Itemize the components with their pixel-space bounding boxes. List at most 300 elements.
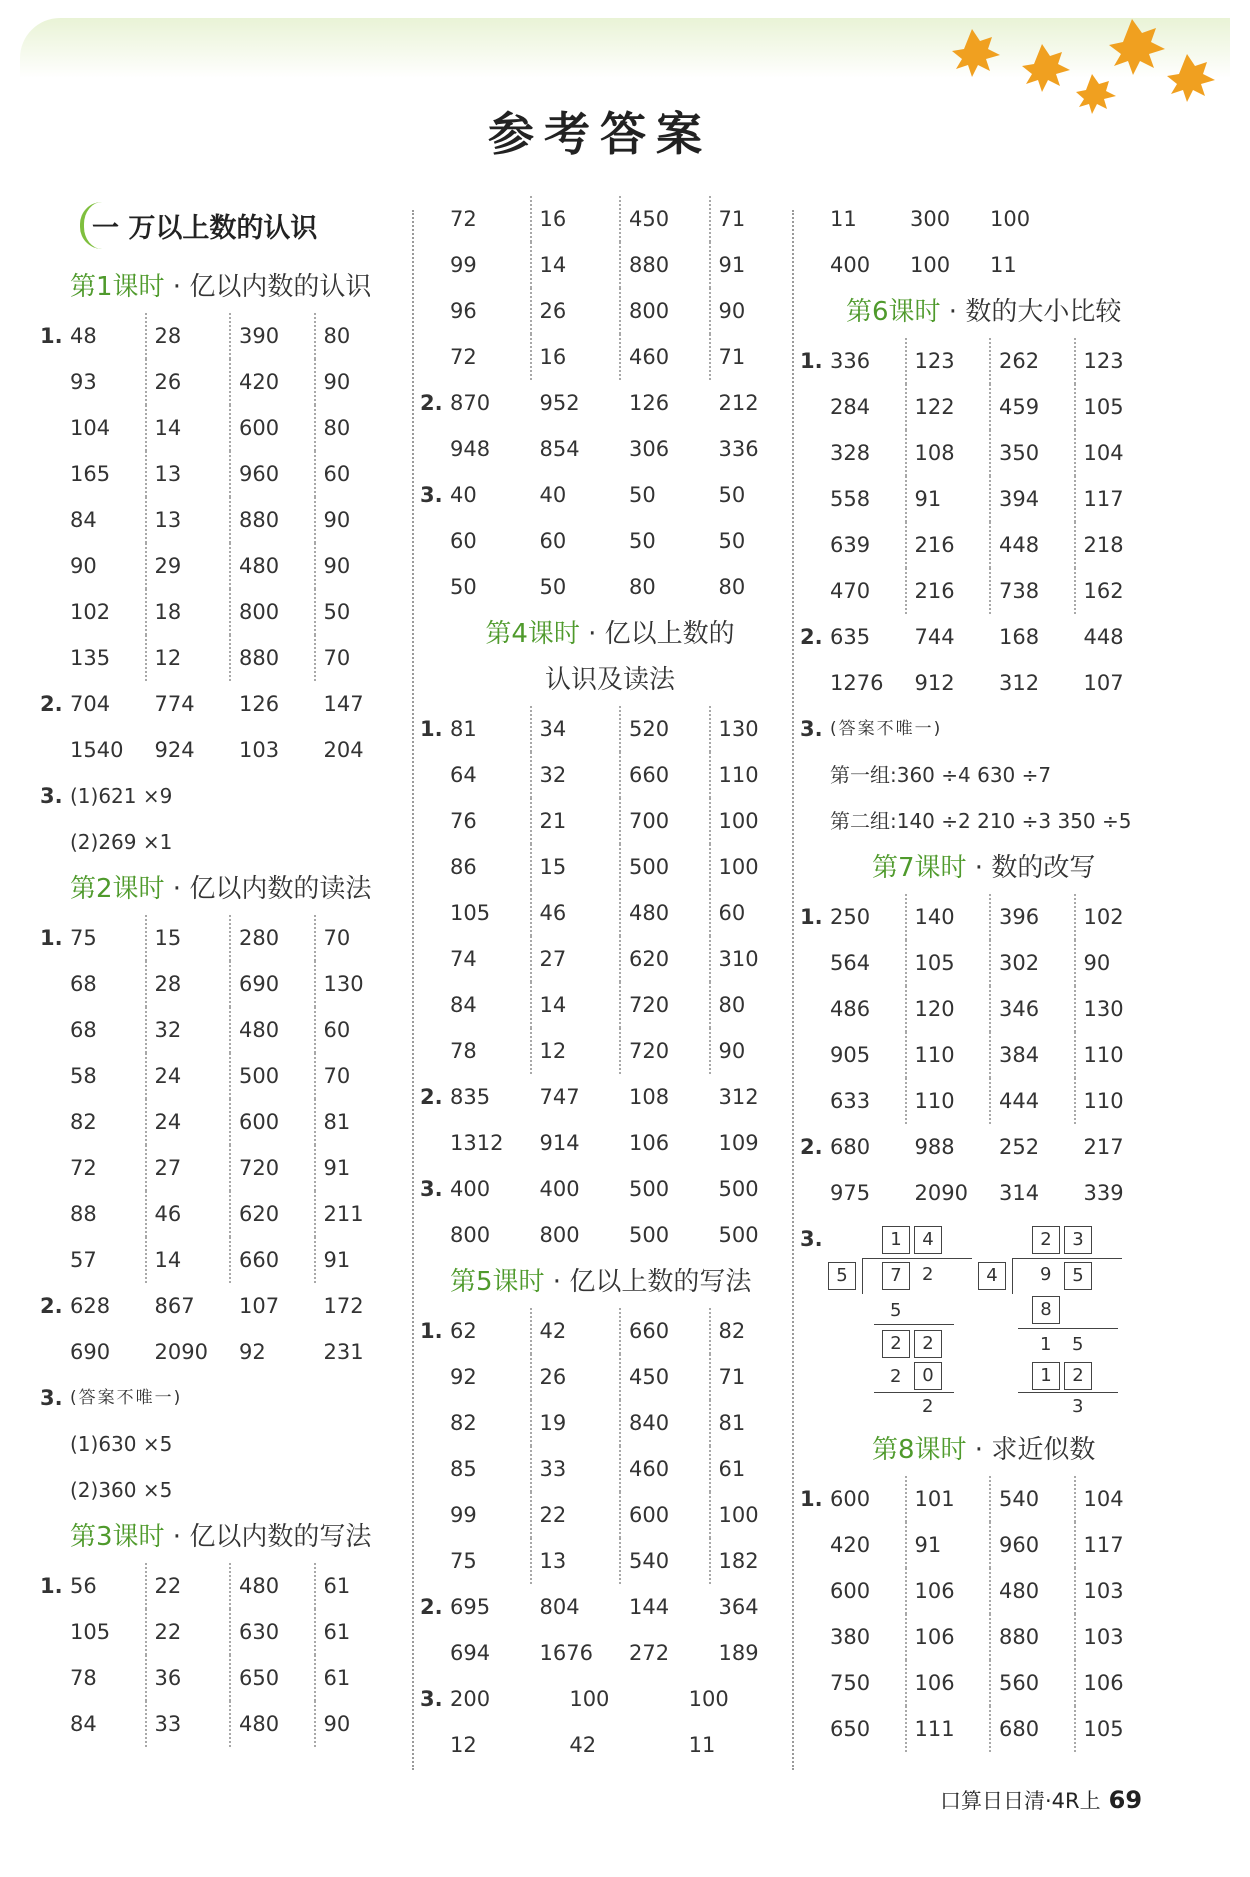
answer-cell: 50 — [450, 575, 477, 599]
question-2 — [420, 1584, 800, 1676]
answer-cell: 486 — [822, 986, 907, 1032]
answer-cell: 76 — [442, 798, 532, 844]
answer-cell: 660 — [231, 1237, 316, 1283]
answer-cell: 90 — [62, 543, 147, 589]
answer-cell: 123 — [907, 338, 992, 384]
answer-cell: 106 — [1083, 1671, 1124, 1695]
question-number: 3. — [40, 784, 63, 808]
answer-cell: 168 — [999, 625, 1040, 649]
answer-grid — [62, 681, 400, 773]
answer-cell: 420 — [231, 359, 316, 405]
answer-lines — [62, 773, 400, 865]
answer-cell: 690 — [70, 1340, 111, 1364]
answer-cell: 867 — [154, 1294, 195, 1318]
answer-cell: 912 — [914, 671, 955, 695]
answer-cell: 217 — [1083, 1135, 1124, 1159]
question-3 — [40, 773, 400, 865]
answer-cell: 100 — [718, 855, 759, 879]
column-1 — [40, 200, 400, 1747]
answer-cell: 15 — [147, 915, 232, 961]
column-3 — [800, 196, 1160, 1752]
answer-grid — [442, 706, 800, 1074]
answer-cell: 800 — [231, 589, 316, 635]
answer-cell: 64 — [442, 752, 532, 798]
lesson-number: 第8课时 — [872, 1435, 967, 1465]
answer-cell: 102 — [62, 589, 147, 635]
question-number: 3. — [420, 1687, 443, 1711]
question-3 — [800, 706, 1160, 844]
question-number: 2. — [420, 1595, 443, 1619]
answer-cell: 650 — [231, 1655, 316, 1701]
answer-cell: 120 — [907, 986, 992, 1032]
question-3 — [420, 1676, 800, 1768]
answer-cell: 480 — [621, 890, 711, 936]
answer-cell: 960 — [991, 1522, 1076, 1568]
answer-cell: 86 — [442, 844, 532, 890]
long-division-answers: 1 4 5 7 2 5 2 2 2 0 2 2 3 4 9 5 8 1 5 1 2 3 — [822, 1216, 1160, 1426]
lesson-name: 数的大小比较 — [965, 297, 1122, 327]
answer-cell: 880 — [991, 1614, 1076, 1660]
answer-cell: 24 — [147, 1099, 232, 1145]
question-number: 2. — [40, 1294, 63, 1318]
answer-cell: 500 — [629, 1177, 670, 1201]
answer-cell: 110 — [907, 1032, 992, 1078]
answer-cell: 620 — [621, 936, 711, 982]
answer-cell: 720 — [621, 982, 711, 1028]
answer-cell: 100 — [569, 1687, 610, 1711]
answer-line: (2)360 ×5 — [70, 1478, 173, 1502]
answer-cell: 952 — [539, 391, 580, 415]
answer-cell: 106 — [907, 1568, 992, 1614]
answer-cell: 104 — [1083, 441, 1124, 465]
answer-cell: 18 — [147, 589, 232, 635]
answer-cell: 350 — [991, 430, 1076, 476]
quotient-digit: 2 — [1032, 1226, 1060, 1254]
answer-cell: 84 — [442, 982, 532, 1028]
answer-cell: 540 — [621, 1538, 711, 1584]
answer-cell: 450 — [621, 196, 711, 242]
answer-cell: 11 — [990, 253, 1017, 277]
answer-cell: 364 — [718, 1595, 759, 1619]
answer-cell: 250 — [822, 894, 907, 940]
answer-cell: 72 — [442, 334, 532, 380]
answer-cell: 310 — [718, 947, 759, 971]
answer-cell: 130 — [718, 717, 759, 741]
answer-cell: 71 — [718, 207, 746, 231]
answer-cell: 61 — [718, 1457, 746, 1481]
answer-cell: 60 — [450, 529, 477, 553]
answer-cell: 13 — [147, 451, 232, 497]
answer-cell: 106 — [629, 1131, 670, 1155]
lesson-name: 亿以上数的 — [604, 619, 735, 649]
answer-cell: 189 — [718, 1641, 759, 1665]
lesson-heading: 第3课时 · 亿以内数的写法 — [70, 1522, 372, 1552]
answer-cell: 700 — [621, 798, 711, 844]
answer-cell: 71 — [718, 1365, 746, 1389]
answer-cell: 12 — [147, 635, 232, 681]
answer-cell: 56 — [62, 1563, 147, 1609]
answer-cell: 82 — [442, 1400, 532, 1446]
answer-cell: 480 — [231, 1563, 316, 1609]
answer-cell: 126 — [239, 692, 280, 716]
answer-cell: 314 — [999, 1181, 1040, 1205]
answer-cell: 50 — [718, 483, 746, 507]
answer-cell: 21 — [532, 798, 622, 844]
answer-cell: 704 — [70, 692, 111, 716]
answer-cell: 11 — [830, 207, 857, 231]
answer-grid — [822, 338, 1160, 614]
answer-cell: 68 — [62, 961, 147, 1007]
answer-cell: 800 — [450, 1223, 491, 1247]
answer-cell: 231 — [323, 1340, 364, 1364]
answer-cell: 15 — [532, 844, 622, 890]
answer-cell: 200 — [450, 1687, 491, 1711]
lesson-number: 第5课时 — [450, 1267, 545, 1297]
answer-cell: 380 — [822, 1614, 907, 1660]
answer-cell: 975 — [830, 1181, 871, 1205]
answer-cell: 130 — [323, 972, 364, 996]
question-number: 1. — [40, 926, 63, 950]
answer-cell: 70 — [323, 1064, 351, 1088]
answer-cell: 480 — [231, 1701, 316, 1747]
lesson-heading: 第1课时 · 亿以内数的认识 — [70, 272, 372, 302]
column-divider — [412, 210, 414, 1770]
answer-cell: 90 — [323, 554, 351, 578]
answer-cell: 650 — [822, 1706, 907, 1752]
lesson-heading: 第7课时 · 数的改写 — [872, 853, 1096, 883]
answer-cell: 306 — [629, 437, 670, 461]
question-number: 1. — [420, 717, 443, 741]
answer-cell: 46 — [532, 890, 622, 936]
answer-cell: 81 — [323, 1110, 351, 1134]
answer-grid — [442, 1074, 800, 1166]
question-1 — [420, 1308, 800, 1584]
answer-cell: 60 — [323, 462, 351, 486]
answer-cell: 105 — [1083, 395, 1124, 419]
answer-cell: 117 — [1083, 1533, 1124, 1557]
answer-cell: 40 — [450, 483, 477, 507]
question-1 — [40, 915, 400, 1283]
question-number: 3. — [40, 1386, 63, 1410]
lesson-heading: 第4课时 · 亿以上数的 — [485, 619, 735, 649]
lesson-heading: 第5课时 · 亿以上数的写法 — [450, 1267, 752, 1297]
answer-cell: 480 — [991, 1568, 1076, 1614]
answer-cell: 90 — [718, 1039, 746, 1063]
answer-cell: 90 — [1083, 951, 1111, 975]
lesson-heading: 第8课时 · 求近似数 — [872, 1435, 1096, 1465]
lesson-heading-line2: 认识及读法 — [544, 665, 675, 695]
answer-cell: 105 — [1083, 1717, 1124, 1741]
answer-cell: 694 — [450, 1641, 491, 1665]
answer-cell: 84 — [62, 497, 147, 543]
question-1 — [800, 338, 1160, 614]
answer-cell: 32 — [532, 752, 622, 798]
answer-cell: 560 — [991, 1660, 1076, 1706]
answer-cell: 280 — [231, 915, 316, 961]
answer-cell: 104 — [1083, 1487, 1124, 1511]
lesson-number: 第6课时 — [846, 297, 941, 327]
answer-cell: 92 — [239, 1340, 266, 1364]
answer-cell: 90 — [323, 508, 351, 532]
answer-cell: 854 — [539, 437, 580, 461]
answer-cell: 2090 — [154, 1340, 208, 1364]
answer-cell: 336 — [822, 338, 907, 384]
answer-cell: 48 — [62, 313, 147, 359]
answer-cell: 600 — [822, 1568, 907, 1614]
answer-cell: 880 — [231, 635, 316, 681]
answer-cell: 28 — [147, 313, 232, 359]
lesson-name: 亿以内数的写法 — [189, 1522, 372, 1552]
answer-cell: 33 — [532, 1446, 622, 1492]
answer-cell: 110 — [1083, 1089, 1124, 1113]
answer-cell: 660 — [621, 752, 711, 798]
answer-cell: 400 — [450, 1177, 491, 1201]
answer-cell: 110 — [718, 763, 759, 787]
answer-cell: 108 — [907, 430, 992, 476]
answer-cell: 93 — [62, 359, 147, 405]
answer-cell: 140 — [907, 894, 992, 940]
answer-grid — [442, 1584, 800, 1676]
answer-cell: 111 — [907, 1706, 992, 1752]
answer-cell: 110 — [1083, 1043, 1124, 1067]
answer-cell: 680 — [830, 1135, 871, 1159]
page-title: 参考答案 — [488, 107, 712, 161]
answer-cell: 130 — [1083, 997, 1124, 1021]
question-1 — [40, 1563, 400, 1747]
answer-cell: 103 — [239, 738, 280, 762]
answer-cell: 91 — [718, 253, 746, 277]
page-footer — [940, 1785, 1142, 1815]
answer-lines — [822, 706, 1160, 844]
answer-grid — [62, 313, 400, 681]
question-number: 2. — [420, 391, 443, 415]
lesson-number: 第1课时 — [70, 272, 165, 302]
answer-cell: 103 — [1083, 1579, 1124, 1603]
answer-cell: 12 — [532, 1028, 622, 1074]
answer-cell: 50 — [539, 575, 567, 599]
answer-cell: 628 — [70, 1294, 111, 1318]
answer-cell: 102 — [1083, 905, 1124, 929]
answer-cell: 122 — [907, 384, 992, 430]
answer-cell: 26 — [532, 1354, 622, 1400]
question-number: 2. — [800, 1135, 823, 1159]
answer-cell: 101 — [907, 1476, 992, 1522]
answer-lines — [62, 1375, 400, 1513]
question-number: 1. — [800, 905, 823, 929]
answer-cell: 96 — [442, 288, 532, 334]
answer-cell: 600 — [621, 1492, 711, 1538]
answer-cell: 744 — [914, 625, 955, 649]
answer-cell: 100 — [718, 809, 759, 833]
answer-cell: 384 — [991, 1032, 1076, 1078]
answer-cell: 300 — [910, 207, 951, 231]
answer-cell: 284 — [822, 384, 907, 430]
answer-cell: 27 — [532, 936, 622, 982]
answer-cell: 182 — [718, 1549, 759, 1573]
answer-cell: 90 — [323, 370, 351, 394]
answer-cell: 100 — [910, 253, 951, 277]
question-number: 1. — [420, 1319, 443, 1343]
answer-cell: 690 — [231, 961, 316, 1007]
answer-cell: 394 — [991, 476, 1076, 522]
answer-cell: 738 — [991, 568, 1076, 614]
answer-cell: 91 — [323, 1248, 351, 1272]
answer-cell: 50 — [629, 529, 656, 553]
answer-cell: 126 — [629, 391, 670, 415]
answer-cell: 262 — [991, 338, 1076, 384]
answer-cell: 82 — [62, 1099, 147, 1145]
answer-cell: 58 — [62, 1053, 147, 1099]
answer-cell: 123 — [1083, 349, 1124, 373]
answer-cell: 500 — [629, 1223, 670, 1247]
answer-cell: 91 — [907, 1522, 992, 1568]
answer-line: (2)269 ×1 — [70, 830, 173, 854]
question-number: 3. — [420, 1177, 443, 1201]
answer-cell: 564 — [822, 940, 907, 986]
answer-grid — [822, 614, 1160, 706]
question-number: 3. — [420, 483, 443, 507]
answer-cell: 630 — [231, 1609, 316, 1655]
answer-cell: 61 — [323, 1666, 351, 1690]
answer-cell: 90 — [323, 1712, 351, 1736]
answer-cell: 72 — [62, 1145, 147, 1191]
answer-cell: 500 — [621, 844, 711, 890]
answer-cell: 1276 — [830, 671, 884, 695]
answer-cell: 924 — [154, 738, 195, 762]
question-2 — [800, 614, 1160, 706]
answer-cell: 68 — [62, 1007, 147, 1053]
answer-cell: 948 — [450, 437, 491, 461]
answer-cell: 870 — [450, 391, 491, 415]
question-3 — [40, 1375, 400, 1513]
answer-cell: 216 — [907, 568, 992, 614]
answer-cell: 92 — [442, 1354, 532, 1400]
dividend-digit: 7 — [882, 1262, 910, 1290]
answer-grid — [442, 1166, 800, 1258]
answer-cell: 11 — [688, 1733, 716, 1757]
answer-line: 第二组:140 ÷2 210 ÷3 350 ÷5 — [830, 809, 1132, 833]
answer-cell: 14 — [532, 242, 622, 288]
question-number: 2. — [800, 625, 823, 649]
answer-cell: 400 — [539, 1177, 580, 1201]
book-title: 口算日日清·4R上 — [940, 1789, 1101, 1813]
question-number: 2. — [40, 692, 63, 716]
answer-cell: 19 — [532, 1400, 622, 1446]
answer-cell: 835 — [450, 1085, 491, 1109]
question-3 — [420, 472, 800, 610]
question-2 — [800, 1124, 1160, 1216]
lesson-number: 第3课时 — [70, 1522, 165, 1552]
answer-cell: 460 — [621, 1446, 711, 1492]
answer-grid — [442, 380, 800, 472]
answer-cell: 135 — [62, 635, 147, 681]
answer-cell: 620 — [231, 1191, 316, 1237]
question-1 — [420, 706, 800, 1074]
answer-cell: 2090 — [914, 1181, 968, 1205]
answer-cell: 107 — [239, 1294, 280, 1318]
answer-cell: 99 — [442, 242, 532, 288]
answer-cell: 62 — [442, 1308, 532, 1354]
answer-cell: 720 — [231, 1145, 316, 1191]
answer-grid — [442, 196, 800, 380]
answer-cell: 747 — [539, 1085, 580, 1109]
answer-cell: 16 — [532, 196, 622, 242]
answer-cell: 117 — [1083, 487, 1124, 511]
answer-cell: 61 — [323, 1574, 351, 1598]
answer-grid — [62, 915, 400, 1283]
answer-cell: 448 — [991, 522, 1076, 568]
answer-cell: 444 — [991, 1078, 1076, 1124]
answer-cell: 1540 — [70, 738, 124, 762]
question-1 — [800, 1476, 1160, 1752]
column-2 — [420, 196, 800, 1768]
answer-cell: 80 — [323, 324, 351, 348]
answer-cell: 26 — [147, 359, 232, 405]
answer-cell: 90 — [718, 299, 746, 323]
answer-cell: 339 — [1083, 1181, 1124, 1205]
answer-line: 第一组:360 ÷4 630 ÷7 — [830, 763, 1052, 787]
answer-cell: 84 — [62, 1701, 147, 1747]
answer-cell: 500 — [718, 1177, 759, 1201]
answer-cell: 42 — [569, 1733, 597, 1757]
answer-cell: 328 — [822, 430, 907, 476]
divisor-digit: 5 — [828, 1262, 856, 1290]
answer-cell: 633 — [822, 1078, 907, 1124]
answer-line: (答案不唯一) — [70, 1388, 183, 1408]
answer-cell: 104 — [62, 405, 147, 451]
question-2 — [40, 1283, 400, 1375]
answer-cell: 105 — [442, 890, 532, 936]
answer-cell: 346 — [991, 986, 1076, 1032]
answer-cell: 14 — [532, 982, 622, 1028]
answer-cell: 774 — [154, 692, 195, 716]
answer-cell: 24 — [147, 1053, 232, 1099]
answer-cell: 16 — [532, 334, 622, 380]
lesson-name: 求近似数 — [991, 1435, 1096, 1465]
answer-cell: 420 — [822, 1522, 907, 1568]
answer-cell: 80 — [718, 993, 746, 1017]
answer-cell: 61 — [323, 1620, 351, 1644]
answer-grid — [62, 1283, 400, 1375]
answer-line: (答案不唯一) — [830, 719, 943, 739]
answer-cell: 218 — [1083, 533, 1124, 557]
question-2 — [40, 681, 400, 773]
answer-cell: 480 — [231, 1007, 316, 1053]
answer-cell: 28 — [147, 961, 232, 1007]
answer-cell: 91 — [323, 1156, 351, 1180]
answer-cell: 460 — [621, 334, 711, 380]
answer-cell: 100 — [688, 1687, 729, 1711]
answer-cell: 78 — [62, 1655, 147, 1701]
answer-cell: 60 — [718, 901, 746, 925]
answer-cell: 500 — [718, 1223, 759, 1247]
question-1 — [800, 894, 1160, 1124]
answer-cell: 14 — [147, 1237, 232, 1283]
answer-cell: 905 — [822, 1032, 907, 1078]
answer-cell: 109 — [718, 1131, 759, 1155]
answer-cell: 80 — [718, 575, 746, 599]
answer-cell: 988 — [914, 1135, 955, 1159]
answer-cell: 33 — [147, 1701, 232, 1747]
lesson-number: 第2课时 — [70, 874, 165, 904]
answer-cell: 22 — [147, 1563, 232, 1609]
answer-cell: 29 — [147, 543, 232, 589]
answer-cell: 800 — [539, 1223, 580, 1247]
answer-cell: 520 — [621, 706, 711, 752]
answer-cell: 312 — [999, 671, 1040, 695]
answer-cell: 400 — [830, 253, 871, 277]
answer-cell: 960 — [231, 451, 316, 497]
